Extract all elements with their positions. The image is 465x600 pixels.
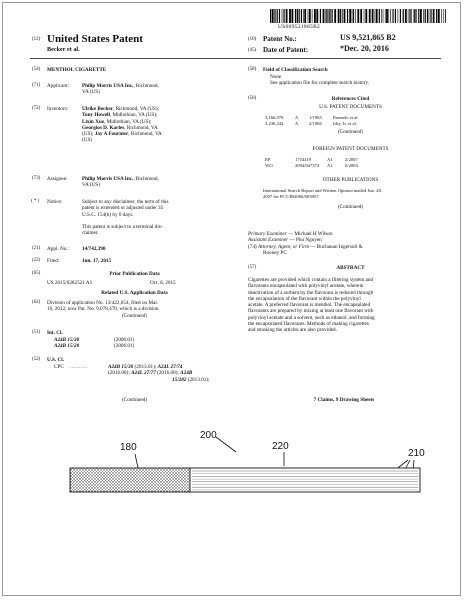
cpc-dots: .......... — [70, 364, 88, 370]
barcode-bar — [312, 9, 313, 23]
continued-label: (Continued) — [121, 313, 148, 319]
barcode-bar — [429, 9, 430, 23]
inventor-line: Ulrike Becker, Richmond, VA (US); — [82, 106, 160, 112]
appl-number: 14/742,390 — [82, 246, 106, 252]
assignee-label: Assignee: — [47, 176, 68, 182]
ref-label-200: 200 — [200, 430, 217, 441]
barcode-bar — [389, 9, 390, 23]
barcode-bar — [274, 9, 275, 23]
appl-num: (21) — [32, 246, 41, 251]
leader-180 — [135, 454, 138, 468]
field-none: None — [270, 74, 282, 80]
barcode-number: US009521865B2 — [278, 24, 321, 30]
filter-section — [70, 468, 190, 492]
applicant-num: (71) — [32, 83, 41, 88]
assignee-name: Philip Morris USA Inc. — [82, 176, 134, 182]
barcode-bar — [425, 9, 426, 23]
barcode-bar — [353, 9, 354, 23]
assignee-num: (73) — [32, 176, 41, 181]
date-label: Date of Patent: — [263, 46, 309, 54]
prior-num: (65) — [32, 271, 41, 276]
barcode-bar — [441, 9, 442, 23]
barcode-bar — [301, 9, 302, 23]
barcode-bar — [415, 9, 416, 23]
barcode-bar — [355, 9, 356, 23]
patent-no-label: Patent No.: — [263, 35, 297, 43]
barcode-bar — [436, 9, 437, 23]
cpc-line: A24B 15/30 (2013.01); A24L 27/74 — [108, 364, 183, 370]
cpc-lines — [108, 364, 209, 383]
inventor-line: Georgios D. Karles, Richmond, VA — [82, 124, 158, 131]
foreign-doc-row: WO 2004/047572 A1 6/2004 — [265, 162, 358, 168]
barcode-bar — [405, 9, 407, 23]
int-label: Int. Cl. — [47, 330, 63, 336]
int-code-row: A24B 15/30 (2006.01) — [54, 337, 135, 343]
barcode-bar — [352, 9, 353, 23]
barcode-bar — [334, 9, 336, 23]
barcode-bar — [386, 9, 388, 23]
barcode-bar — [360, 9, 362, 23]
barcode-bar — [347, 9, 348, 23]
barcode-bar — [411, 9, 412, 23]
related-heading: Related U.S. Application Data — [101, 290, 168, 296]
barcode-bar — [282, 9, 283, 23]
barcode-bar — [279, 9, 280, 23]
assistant-examiner: Assistant Examiner — Phu Nguyen — [248, 237, 322, 243]
barcode-bar — [332, 9, 333, 23]
barcode-bar — [283, 9, 284, 23]
barcode-bar — [409, 9, 410, 23]
inventor-line: Lixin Xue, Midlothian, VA (US); — [82, 118, 152, 125]
barcode-bar — [403, 9, 404, 23]
barcode-bar — [338, 9, 340, 23]
barcode-bar — [327, 9, 328, 23]
barcode-bar — [323, 9, 325, 23]
filed-num: (22) — [32, 258, 41, 263]
us-doc-row: 3,166,078 A 1/1965 Pasmelo et al. — [265, 115, 359, 120]
uscl-label: U.S. Cl. — [47, 357, 65, 363]
barcode-bar — [277, 9, 278, 23]
ref-heading: References Cited — [331, 96, 370, 102]
barcode-bar — [330, 9, 331, 23]
abstract-text: Cigarettes are provided which contain a filtering system and flavorants encapsulated with polyvinyl acetate, wherein deactivation of a sorbent by the flavorant is reduced through the encapsulation of the flavorant within the polyvinyl acetate. A preferred flavorant is menthol. The encapsulated flavorants are prepared by mixing at least one flavorant with polyvinyl acetate and a solvent, such as ethanol, and forming the encapsulated flavorants. Methods of making cigarettes and smoking the articles are also provided. — [248, 277, 375, 334]
date-num: (45) — [248, 48, 257, 53]
barcode-bar — [392, 9, 393, 23]
barcode-bar — [445, 9, 446, 23]
barcode-bar — [309, 9, 311, 23]
barcode-bar — [383, 9, 384, 23]
barcode-bar — [420, 9, 422, 23]
barcode-bar — [423, 9, 424, 23]
other-publications: International Search Report and Written Opinion mailed Jun. 28, 2007 for PCT/IB2006/003857. — [263, 188, 382, 199]
barcode-bar — [344, 9, 346, 23]
barcode-bar — [340, 9, 341, 23]
division-text: Division of application No. 13/422,654, filed on Mar. 16, 2012, now Pat. No. 9,078,470, which is a division — [47, 300, 159, 313]
barcode-bar — [303, 9, 304, 23]
barcode-bar — [286, 9, 288, 23]
uscl-num: (52) — [32, 357, 41, 362]
applicant-name: Philip Morris USA Inc. — [82, 83, 134, 89]
barcode-bar — [349, 9, 351, 23]
barcode-bar — [427, 9, 428, 23]
barcode-bar — [398, 9, 399, 23]
us-doc-row: 3,236,244 A 2/1966 Irby, Jr. et al. — [265, 120, 357, 126]
header-rule — [30, 58, 441, 59]
ref-label-210: 210 — [408, 448, 425, 459]
continued-right-2: (Continued) — [337, 204, 364, 210]
us-docs-heading: U.S. PATENT DOCUMENTS — [319, 104, 382, 110]
barcode-bar — [408, 9, 409, 23]
applicant-location: , Richmond, — [133, 83, 159, 89]
abstract-num: (57) — [248, 265, 257, 270]
barcode-bar — [342, 9, 343, 23]
inventors-list — [82, 106, 162, 144]
us-docs-table — [265, 115, 435, 126]
leader-200 — [216, 437, 236, 452]
barcode-bar — [316, 9, 318, 23]
barcode-bar — [414, 9, 415, 23]
int-codes — [54, 337, 135, 350]
continued-label-2: (Continued) — [121, 397, 148, 403]
barcode-bar — [438, 9, 440, 23]
inventors-label: Inventors: — [47, 106, 69, 112]
field-num: (58) — [248, 67, 257, 72]
cpc-line: (2016.08); A24L 27/77 (2016.08); A24B — [108, 370, 193, 377]
ref-label-180: 180 — [120, 442, 137, 453]
barcode-bar — [444, 9, 445, 23]
attorney: (74) Attorney, Agent, or Firm — Buchanan Ingersoll & — [248, 244, 363, 250]
barcode-bar — [369, 9, 371, 23]
patent-number: US 9,521,865 B2 — [340, 33, 396, 42]
barcode-bar — [385, 9, 386, 23]
tobacco-rod — [190, 468, 420, 492]
barcode-bar — [400, 9, 401, 23]
foreign-heading: FOREIGN PATENT DOCUMENTS — [312, 146, 389, 152]
continued-right: (Continued) — [337, 129, 364, 135]
barcode-bar — [320, 9, 321, 23]
barcode-bar — [272, 9, 274, 23]
barcode-bar — [364, 9, 365, 23]
int-code-row: A24B 15/28 (2006.01) — [54, 343, 135, 350]
prior-heading: Prior Publication Data — [109, 271, 160, 277]
barcode-bar — [418, 9, 419, 23]
division-num: (62) — [32, 300, 41, 305]
barcode-bar — [292, 9, 294, 23]
appl-label: Appl. No.: — [47, 246, 70, 252]
barcode-bar — [270, 9, 271, 23]
notice-text: Subject to any disclaimer, the term of this patent is extended or adjusted under 35 U.S.C. 154(b) by 0 days. — [82, 199, 169, 218]
country-title: United States Patent — [47, 33, 143, 45]
field-note: See application file for complete search history. — [270, 80, 369, 86]
barcode-bar — [299, 9, 300, 23]
attorney-2: Rooney PC — [263, 250, 287, 256]
applicant-label: Applicant: — [47, 83, 69, 89]
barcode-bar — [372, 9, 374, 23]
notice-text-2: This patent is subject to a terminal dis- claimer. — [82, 224, 163, 237]
filed-date: Jun. 17, 2015 — [82, 258, 112, 264]
barcode-bar — [314, 9, 316, 23]
foreign-doc-row: EP 1754419 A1 2/2007 — [265, 157, 358, 162]
barcode-bar — [390, 9, 391, 23]
patent-no-num: (10) — [248, 37, 257, 42]
cpc-label: CPC — [54, 364, 64, 370]
barcode-bar — [393, 9, 394, 23]
barcode-bar — [376, 9, 378, 23]
inventor-line: (US) — [82, 137, 93, 144]
barcode-bar — [430, 9, 431, 23]
ref-label-220: 220 — [272, 441, 289, 452]
prior-date: Oct. 8, 2015 — [150, 280, 176, 286]
barcode-bar — [433, 9, 435, 23]
barcode-bar — [295, 9, 296, 23]
cpc-line: 15/282 (2013.01); — [172, 376, 210, 383]
barcode-bar — [275, 9, 276, 23]
abstract-heading: ABSTRACT — [336, 265, 365, 271]
notice-num: ( * ) — [31, 199, 40, 204]
primary-examiner: Primary Examiner — Michael H Wilson — [248, 231, 333, 237]
barcode-bar — [381, 9, 382, 23]
inventor-line: Tony Howell, Midlothian, VA (US); — [82, 112, 158, 119]
applicant-location-2: VA (US) — [82, 89, 100, 95]
barcode-bar — [395, 9, 396, 23]
inventor-short: Becker et al. — [47, 46, 80, 53]
inventor-line: (US); Jay A Fournier, Richmond, VA — [82, 131, 162, 138]
foreign-docs-table — [265, 157, 435, 168]
barcode-bar — [308, 9, 309, 23]
ref-num: (56) — [248, 96, 257, 101]
cigarette-figure — [40, 418, 445, 568]
barcode-bar — [375, 9, 376, 23]
filed-label: Filed: — [47, 258, 60, 264]
invention-title: MENTHOL CIGARETTE — [47, 67, 107, 73]
notice-label: Notice: — [47, 199, 63, 205]
barcode-bar — [365, 9, 367, 23]
barcode-bar — [357, 9, 359, 23]
patent-date: *Dec. 20, 2016 — [340, 44, 389, 53]
barcode-bar — [329, 9, 330, 23]
barcode-bar — [326, 9, 327, 23]
barcode-bar — [379, 9, 380, 23]
country-num: (12) — [32, 37, 41, 42]
barcode-bar — [410, 9, 411, 23]
assignee-location: , Richmond, — [133, 176, 159, 182]
barcode-image — [270, 9, 446, 23]
int-num: (51) — [32, 330, 41, 335]
title-num: (54) — [32, 67, 41, 72]
assignee-location-2: VA (US) — [82, 182, 100, 188]
barcode-bar — [289, 9, 291, 23]
barcode-bar — [297, 9, 298, 23]
prior-publication: US 2015/0282521 A1 — [47, 280, 93, 286]
claims-summary: 7 Claims, 9 Drawing Sheets — [313, 397, 375, 403]
barcode-bar — [304, 9, 306, 23]
inventors-num: (72) — [32, 106, 41, 111]
other-heading: OTHER PUBLICATIONS — [322, 177, 379, 183]
field-heading: Field of Classification Search — [263, 67, 328, 73]
